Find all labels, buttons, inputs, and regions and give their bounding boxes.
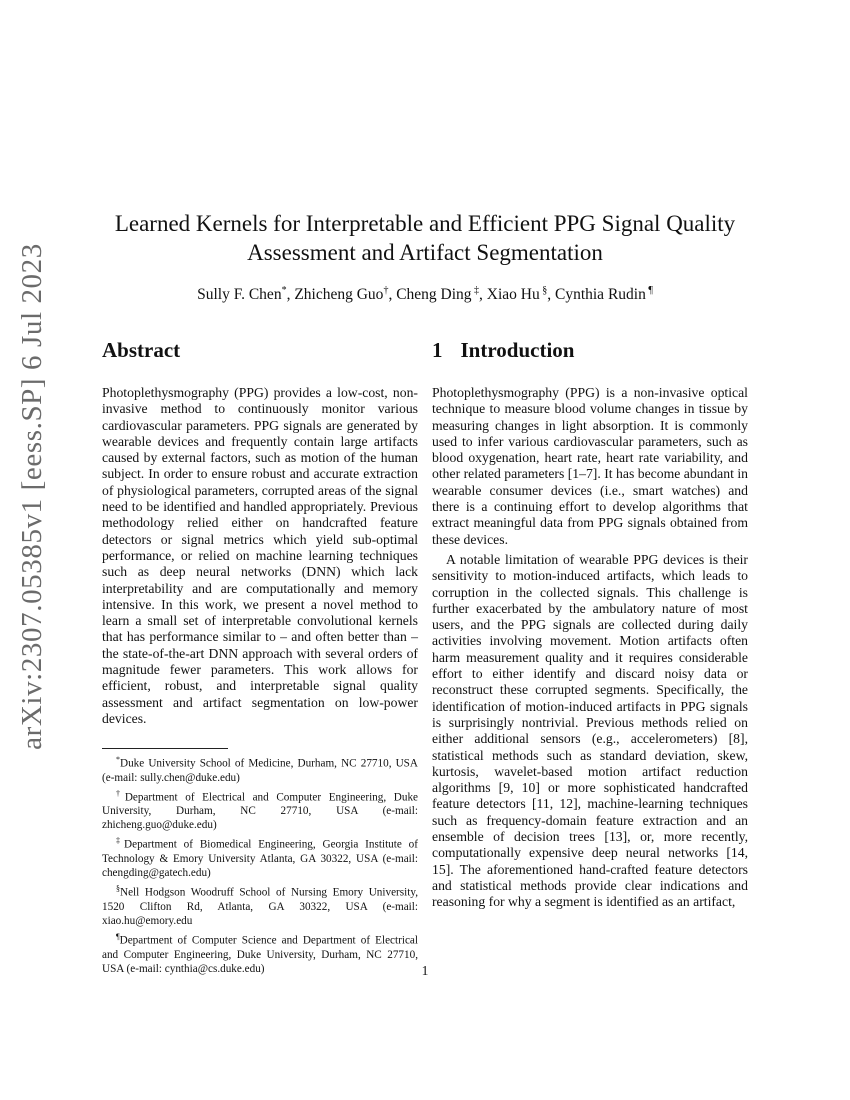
- footnote-mark: *: [116, 755, 120, 764]
- footnotes: [102, 753, 418, 978]
- paper-title: Learned Kernels for Interpretable and Efficient PPG Signal Quality Assessment and Artifact Segmentation: [114, 211, 736, 265]
- author-mark: *: [281, 285, 287, 296]
- footnote-text: Department of Biomedical Engineering, Georgia Institute of Technology & Emory University Atlanta, GA 30322, USA (e-mail: chengding@gatech.edu): [102, 839, 418, 880]
- footnote-text: Department of Electrical and Computer Engineering, Duke University, Durham, NC 27710, USA (e-mail: zhicheng.guo@duke.edu): [102, 791, 418, 832]
- author-name: Cynthia Rudin: [554, 286, 646, 304]
- footnote-text: Duke University School of Medicine, Durham, NC 27710, USA (e-mail: sully.chen@duke.edu): [102, 757, 418, 784]
- author-name: Cheng Ding: [396, 286, 472, 304]
- footnote-mark: ‡: [116, 836, 125, 846]
- author-list: [90, 285, 760, 304]
- author-separator: ,: [479, 286, 487, 304]
- footnote-text: Department of Computer Science and Department of Electrical and Computer Engineering, Duke University, Durham, NC 27710, USA (e-mail: cynthia@cs.duke.edu): [102, 934, 418, 975]
- abstract-heading: Abstract: [102, 338, 181, 362]
- author-name: Sully F. Chen: [197, 286, 282, 304]
- footnote-mark: §: [116, 884, 120, 894]
- section-title: Introduction: [460, 338, 575, 362]
- arxiv-sidebar: [10, 242, 54, 750]
- introduction-section: [432, 337, 748, 911]
- footnote: [102, 834, 418, 880]
- author-mark: §: [539, 285, 548, 296]
- arxiv-identifier: arXiv:2307.05385v1 [eess.SP] 6 Jul 2023: [15, 242, 48, 750]
- abstract-section: [102, 337, 418, 727]
- intro-paragraph: A notable limitation of wearable PPG devices is their sensitivity to motion-induced artifacts, which leads to corruption in the collected signals. This challenge is further exacerbated by the ambulatory nature of most users, and the PPG signals are collected during daily activities involving movement. Motion artifacts often harm measurement quality and it requires considerable effort to either identify and discard noisy data or reconstruct these corrupted segments. Specifically, the identification of motion-induced artifacts in PPG signals is surprisingly nontrivial. Previous methods relied on either additional sensors (e.g., accelerometers) [8], statistical methods such as standard deviation, skew, kurtosis, wavelet-based motion artifact reduction algorithms [9, 10] or more sophisticated handcrafted feature detectors [11, 12], machine-learning techniques such as frequency-domain feature extraction and an ensemble of decision trees [13], or, more recently, computationally expensive deep neural networks [14, 15]. The aforementioned hand-crafted feature detectors and statistical methods provide clear indications and reasoning for why a segment is identified as an artifact,: [432, 551, 748, 910]
- footnote-mark: ¶: [116, 931, 120, 941]
- section-number: 1: [432, 338, 443, 362]
- abstract-text: Photoplethysmography (PPG) provides a low-cost, non-invasive method to continuously monitor various cardiovascular parameters. PPG signals are generated by wearable devices and frequently contain large artifacts caused by external factors, such as motion of the human subject. In order to ensure robust and accurate extraction of physiological parameters, corrupted areas of the signal need to be identified and handled appropriately. Previous methodology relied either on handcrafted feature detectors or signal metrics which yield sub-optimal performance, or relied on machine learning techniques such as deep neural networks (DNN) which lack interpretability and are computationally and memory intensive. In this work, we present a novel method to learn a small set of interpretable convolutional kernels that has performance similar to – and often better than – the state-of-the-art DNN approach with several orders of magnitude fewer parameters. This work allows for efficient, robust, and interpretable signal quality assessment and artifact segmentation on low-power devices.: [102, 385, 418, 726]
- footnote: [102, 753, 418, 785]
- author-mark: †: [383, 285, 389, 296]
- author-mark: ‡: [471, 285, 480, 296]
- author-name: Zhicheng Guo: [294, 286, 384, 304]
- footnote-text: Nell Hodgson Woodruff School of Nursing Emory University, 1520 Clifton Rd, Atlanta, GA 30322, USA (e-mail: xiao.hu@emory.edu: [102, 886, 418, 927]
- footnote: [102, 882, 418, 928]
- author-separator: ,: [388, 286, 397, 304]
- author-mark: ¶: [645, 285, 653, 296]
- author-separator: ,: [547, 286, 555, 304]
- footnote-mark: †: [116, 788, 125, 798]
- footnote: [102, 787, 418, 833]
- page-number: 1: [421, 963, 429, 978]
- footnote-rule: [102, 748, 228, 749]
- intro-paragraph: Photoplethysmography (PPG) is a non-invasive optical technique to measure blood volume changes in tissue by measuring changes in light absorption. It is commonly used to infer various cardiovascular parameters, such as blood oxygenation, heart rate, heart rate variability, and other related parameters [1–7]. It has become abundant in wearable consumer devices (i.e., smart watches) and there is a continuing effort to develop algorithms that extract meaningful data from PPG signals obtained from these devices.: [432, 385, 748, 547]
- author-name: Xiao Hu: [486, 286, 540, 304]
- author-separator: ,: [286, 286, 295, 304]
- introduction-heading: [432, 337, 748, 363]
